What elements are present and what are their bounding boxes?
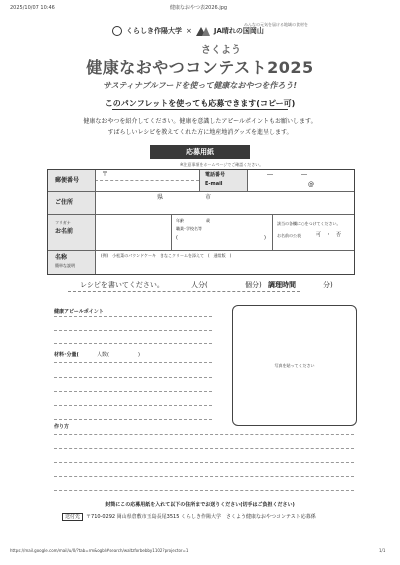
servings-label: 人分(: [191, 281, 208, 289]
appeal-line: [54, 343, 212, 344]
kurashiki-logo-icon: [112, 26, 122, 36]
browser-url: https://mail.google.com/mail/u/0/?tab=rm&ogbl#search/waltzforbebby1102?projector=1: [10, 548, 189, 553]
age-unit: 歳: [206, 218, 210, 223]
job-paren-close: ): [264, 235, 266, 241]
page-subtitle: サスティナブルフードを使って健康なおやつを作ろう!: [103, 81, 297, 90]
method-line: [54, 490, 354, 491]
materials-line: [54, 419, 212, 420]
col-divider: [171, 214, 172, 250]
ja-logo-text: JA晴れの国岡山: [213, 27, 264, 35]
minutes-label: 分): [323, 281, 333, 289]
materials-line: [54, 405, 212, 406]
recipe-write-prompt: レシピを書いてください。: [80, 281, 164, 289]
publish-separator: ・: [326, 232, 332, 238]
job-paren-open: (: [176, 235, 178, 241]
intro-line-2: すばらしいレシピを教えてくれた方に地産地消グッズを進呈します。: [107, 129, 293, 136]
phone-label: 電話番号: [205, 172, 226, 178]
address-label: ご住所: [55, 199, 74, 206]
method-line: [54, 448, 354, 449]
persons-label: 人数(: [97, 352, 109, 358]
appeal-line: [54, 330, 212, 331]
publish-label: お名前の公表: [277, 233, 301, 238]
logo-times: ×: [186, 27, 192, 35]
kurashiki-logo-text: くらしき作陽大学: [126, 27, 182, 35]
materials-line: [54, 377, 212, 378]
title-kicker: さくよう: [201, 45, 241, 56]
email-at: @: [308, 181, 314, 188]
intro-line-1: 健康なおやつを紹介してください。健康を意識したアピールポイントもお願いします。: [83, 118, 317, 125]
print-date: 2025/10/07 10:46: [10, 5, 55, 11]
pamphlet-underline: [112, 109, 288, 110]
page-title: 健康なおやつコンテスト2025: [86, 58, 314, 77]
destination-badge: 送付先: [62, 513, 83, 521]
page-number: 1/1: [379, 548, 386, 553]
method-label: 作り方: [54, 424, 70, 430]
col-divider: [95, 170, 96, 274]
publish-no[interactable]: 否: [336, 232, 342, 238]
materials-line: [54, 391, 212, 392]
row-divider: [48, 191, 354, 192]
col-divider: [199, 170, 200, 191]
job-label: 職業･学校名等: [176, 226, 202, 231]
recipe-name-sub: 簡単な説明: [55, 263, 75, 268]
photo-box[interactable]: [232, 305, 357, 426]
print-file-title: 健康なおやつ表2026.jpg: [170, 5, 228, 11]
address-pref: 県: [157, 194, 164, 201]
materials-close: ): [138, 352, 140, 358]
pieces-label: 個分): [245, 281, 262, 289]
recipe-header-line: [68, 291, 300, 292]
materials-line: [54, 362, 212, 363]
phone-dash-1: ―: [267, 171, 273, 178]
row-divider: [48, 214, 354, 215]
appeal-line: [54, 316, 212, 317]
destination-address: 〒710-0292 岡山県倉敷市玉島長尾3515 くらしき作陽大学 さくよう健康なおやつコンテスト応募係: [86, 514, 316, 520]
publish-note: 該当の各欄に○をつけてください。: [277, 221, 341, 226]
furigana-label: フリガナ: [55, 220, 71, 225]
postal-mark: 〒: [102, 171, 109, 178]
pamphlet-note: このパンフレットを使っても応募できます(コピー可): [104, 99, 296, 108]
postal-label: 郵便番号: [55, 177, 80, 184]
logo-row: [112, 26, 264, 36]
address-city: 市: [205, 194, 212, 201]
recipe-name-example: (例) 小松菜のパウンドケーキ きなこクリームを添えて ( 通常版 ): [101, 253, 232, 258]
footer-note: 封筒にこの応募用紙を入れて以下の住所までお送りください(切手はご負担ください): [105, 502, 295, 508]
form-banner: 応募用紙: [150, 145, 250, 159]
footer-destination: [62, 513, 316, 521]
recipe-name-label: 名称: [55, 254, 68, 261]
method-line: [54, 476, 354, 477]
publish-yes[interactable]: 可: [316, 232, 322, 238]
photo-placeholder: 写真を貼ってください: [274, 363, 315, 368]
ja-tagline: みんなの元気を届ける地域の食材を: [244, 22, 308, 27]
age-label: 年齢: [176, 218, 184, 223]
appeal-label: 健康アピールポイント: [54, 309, 104, 315]
col-divider: [247, 170, 248, 191]
ja-logo-icon: [196, 27, 210, 36]
row-divider: [48, 250, 354, 251]
cook-time-label: 調理時間: [268, 281, 296, 289]
method-line: [54, 434, 354, 435]
col-divider: [272, 214, 273, 250]
method-line: [54, 462, 354, 463]
application-form: [47, 169, 355, 275]
phone-dash-2: ―: [301, 171, 307, 178]
form-note: ※注意事項をホームページでご確認ください。: [180, 162, 264, 167]
name-label: お名前: [55, 228, 74, 235]
materials-label: 材料･分量(: [54, 352, 79, 358]
postal-dotted-line: [95, 180, 199, 181]
email-label: E-mail: [205, 181, 223, 187]
